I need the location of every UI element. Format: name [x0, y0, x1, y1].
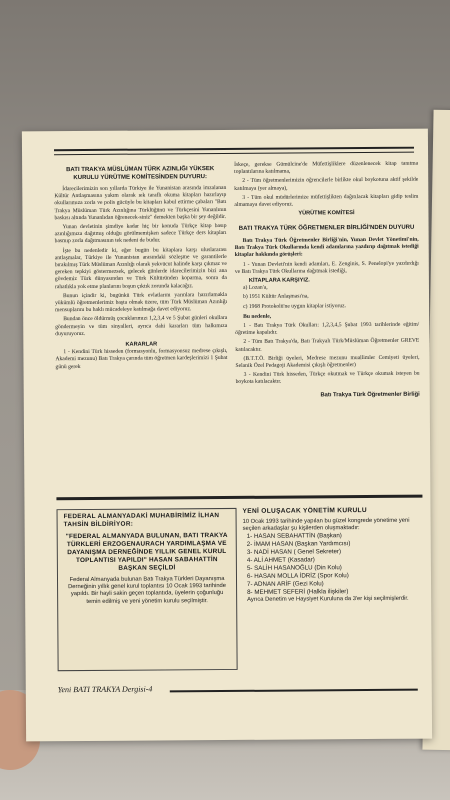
member-item: 7- ADNAN ARİF (Gezi Kolu)	[247, 580, 324, 589]
member-item: 2- İMAM HASAN (Başkan Yardımcısı)	[246, 540, 351, 549]
bu-nedenle: Bu nedenle,	[243, 313, 272, 320]
page-footer	[58, 681, 418, 700]
right-p3: 3 - Tüm okul müdürlerimize müfettişlikten dağıtılacak kitapları gidip teslim almamaya davet ediyoruz.	[234, 193, 419, 208]
right-p2: 2 - Tüm öğretmenlerimizin öğrencilerle birlikte okul boykotuna aktif şekilde katılmaya (yer almaya),	[234, 177, 419, 192]
kararlar-text: 1 - Kendini Türk hisseden (formasyonlu, formasyonsuz medrese çıkışlı, Akademi mezunu) Batı Trakya çarında tüm öğretmen kardeşlerimizi 1 Şubat günü gerek	[55, 348, 228, 370]
kararlar-title: KARARLAR	[125, 341, 158, 348]
left-column	[54, 162, 227, 373]
yonetim-outro: Ayrıca Denetim ve Haysiyet Kuruluna da 3'er kişi seçilmişlerdir.	[247, 596, 409, 604]
left-p2: Yunan devletinin şimdiye kadar hiç bir konuda Türkçe kitap basıp azınlığımıza dağıtmış olduğu görülmemişken sadece Türkçe ders kitapları basmıp zorla dağıtmasının tek nedeni de budur.	[54, 223, 227, 245]
member-item: 1- HASAN SEBAHATTİN (Başkan)	[246, 532, 342, 541]
left-p3: İşte bu nedenledir ki, eğer bugün bu kitaplara karşı uluslararası antlaşmalar, Türkiye ile Yunanistan arasındaki sözleşme ve garantilerle bırakılmış Türk Müslüman Azınlığı olarak yekvücut halinde karşı çıkmaz ve gereken tepkiyi göstermezsek, gelecek günlerde idarecilerimizin bizi ana gövdemiz Türk dünyasından ve Türk Kültüründen koparma, sonra da rahatlıkla yok etme planlarını boşun çıktık zorunda kalacağız.	[54, 246, 227, 290]
kitaplara-line: KİTAPLARA KARŞIYIZ.	[248, 277, 310, 284]
member-list	[243, 532, 423, 597]
left-heading: BATI TRAKYA MÜSLÜMAN TÜRK AZINLIĞI YÜKSEK KURULU YÜRÜTME KOMİTESİNDEN DUYURU:	[66, 166, 215, 181]
left-p4: Bunun içindir ki, bugünkü Türk evlatlarını yarınlara hazırlamakla yükümlü öğretmenlerimiz başta olmak üzere, tüm Türk Müslüman Azınlığı mensuplarını bu haklı mücadeleye katılmağa davet ediyoruz.	[55, 291, 228, 314]
member-item: 5- SALİH HASANOĞLU (Din Kolu)	[246, 564, 342, 573]
right-lead: Batı Trakya Türk Öğretmenler Birliği'nin, Yunan Devlet Yönetimi'nin, Batı Trakya Türk Okullarında kendi adamlarına yazdırıp dağıtmak istediği kitaplar hakkında görüşleri:	[234, 236, 419, 259]
section-rule	[56, 495, 422, 501]
box-title: FEDERAL ALMANYADAKİ MUHABİRİMİZ İLHAN TAHSİN BİLDİRİYOR:	[63, 512, 220, 529]
right-column	[234, 161, 420, 400]
yurutme-sign: YÜRÜTME KOMİTESİ	[298, 210, 355, 217]
footer-rule	[170, 689, 418, 693]
yonetim-title: YENİ OLUŞACAK YÖNETİM KURULU	[242, 507, 367, 515]
right-r1: 1 - Yunan Devleti'nin kendi adamları, E. Zenginis, S. Penelopi'ye yazdırdığı ve Batı Trakya Türk Okullarına dağıtmak istediği,	[234, 260, 419, 275]
news-box	[57, 508, 238, 671]
box-body: Federal Almanyada bulunan Batı Trakya Türkleri Dayanışma Derneğinin yıllık genel kurul toplantısı 10 Ocak 1993 tarihinde yapıldı. Bir hayli sakin geçen toplantıda, üyelerin çoğunluğu temin edilmiş ve yeni yönetim kurulu seçilmiştir.	[68, 576, 227, 605]
left-p1: İdarecilerimizin son yıllarda Türkiye ile Yunanistan arasında imzalanan Kültür Antlaşmasına yakım olarak ıek taraflı okuma kitapları hazırlayıp okullarımıza zorla ve polis gücüyle bu kitapları kabul ettirme çabaları "Batı Trakya Müslüman Türk Azınlığına Türklüğünü ve Türkçesini Yunanlının baskısı altında Yunanlıdan öğrenecek-siniz" demekten başka bir şey değildir.	[54, 184, 227, 222]
right-n3: 3 - Kendini Türk hisseden, Türkçe okutmak ve Türkçe okumak isteyen bu boykota katılacaktır.	[235, 370, 420, 386]
top-rule-thin	[54, 152, 414, 156]
ogretmenler-sign: Batı Trakya Türk Öğretmenler Birliği	[320, 391, 420, 398]
magazine-page	[22, 129, 432, 742]
right-heading: BATI TRAKYA TÜRK ÖĞRETMENLER BİRLİĞİ'NDEN DUYURU	[238, 225, 415, 233]
left-p5: Bundan önce öldürmüş çocuklarımızı 1,2,3,4 ve 5 Şubat günleri okullara göndermeyin ve tüm sinyalleri, ayrıca dahi kararları tüm halkımıza duyuruyoruz.	[55, 315, 228, 338]
right-p-cont: İskeçe, gerekse Gümülcine'de Müfettişliklere düzenlenecek kitap tanıtma toplantılarına katılmama,	[234, 160, 419, 176]
right-c: c) 1968 Protokolü'ne uygun kitaplar istiyoruz.	[243, 302, 347, 310]
right-n1: 1 - Batı Trakya Türk Okulları: 1,2,3,4,5 Şubat 1993 tarihlerinde eğitim/öğretime kapalıdır.	[235, 321, 420, 337]
box-subtitle: "FEDERAL ALMANYADA BULUNAN, BATI TRAKYA TÜRKLERİ ERZOGENAURACH YARDIMLAŞMA VE DAYANIŞMA DERNEĞİNDE YILLIK GENEL KURUL TOPLANTISI YAPILDI" HASAN SABAHATTİN BAŞKAN SEÇİLDİ	[65, 531, 228, 572]
right-a: a) Lozan'a,	[242, 284, 268, 292]
member-item: 6- HASAN MOLLA İDRİZ (Spor Kolu)	[246, 572, 349, 581]
right-n2: 2 - Tüm Batı Trakya'da, Batı Trakyalı Türk/Müslüman Öğretmenler GREVE katılacaktır.	[235, 338, 420, 353]
yonetim-section	[243, 507, 424, 605]
yonetim-intro: 10 Ocak 1993 tarihinde yapılan bu güzel kongrede yönetime yeni seçilen arkadaşlar şu kişilerden oluşmaktadır:	[242, 517, 410, 533]
top-rule	[54, 147, 414, 152]
right-n2b: (B.T.T.Ö. Birliği üyeleri, Medrese mezunu muallimler Cemiyeti üyeleri, Selanik Özel Pedagoji Akademisi çıkışlı öğretmenler)	[235, 354, 420, 369]
member-item: 3- NADİ HASAN ( Genel Sekreter)	[246, 548, 342, 557]
right-b: b) 1951 Kültür Anlaşması'na,	[243, 293, 309, 301]
member-item: 8- MEHMET SEFERİ (Halkla ilişkiler)	[247, 588, 349, 597]
member-item: 4- ALİ AHMET (Kasadar)	[246, 556, 315, 565]
footer-text: Yeni BATI TRAKYA Dergisi-4	[58, 684, 157, 694]
